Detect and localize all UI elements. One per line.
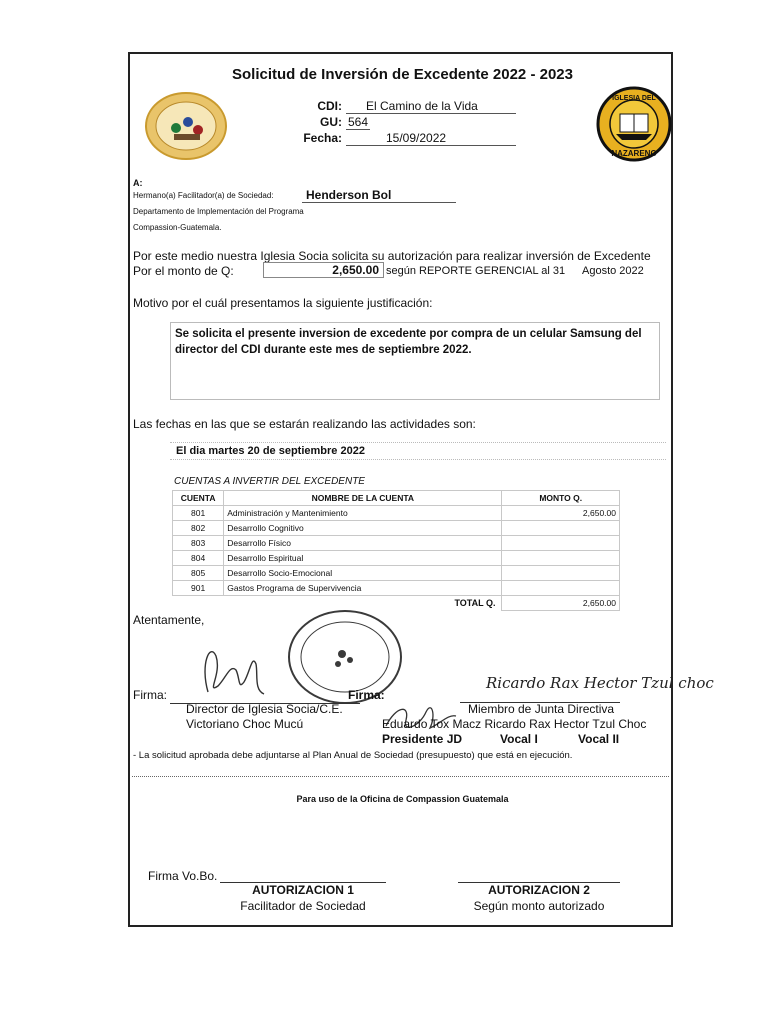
account-name: Gastos Programa de Supervivencia xyxy=(224,581,502,596)
header-nombre: NOMBRE DE LA CUENTA xyxy=(224,491,502,506)
gu-value: 564 xyxy=(348,115,369,129)
cdi-label: CDI: xyxy=(317,99,342,113)
total-label: TOTAL Q. xyxy=(454,598,496,609)
table-row xyxy=(173,581,620,596)
account-code: 801 xyxy=(173,506,224,521)
seal-bottom-text: NAZARENO xyxy=(611,149,657,158)
accounts-table xyxy=(172,490,620,611)
addressee-line1: Hermano(a) Facilitador(a) de Sociedad: xyxy=(133,191,274,200)
table-row xyxy=(173,566,620,581)
section-divider xyxy=(132,776,669,777)
motivo-label: Motivo por el cuál presentamos la siguiente justificación: xyxy=(133,296,433,310)
director-name: Victoriano Choc Mucú xyxy=(186,717,304,731)
cdi-value: El Camino de la Vida xyxy=(346,99,516,114)
justification-box xyxy=(170,322,660,400)
facilitator-name: Henderson Bol xyxy=(302,188,456,203)
vocal2-label: Vocal II xyxy=(578,732,620,746)
auth1-label: AUTORIZACION 1 xyxy=(252,883,354,897)
account-name: Desarrollo Físico xyxy=(224,536,502,551)
table-header-row xyxy=(173,491,620,506)
vocal1-label: Vocal I xyxy=(500,732,538,746)
atentamente-label: Atentamente, xyxy=(133,613,205,627)
table-row xyxy=(173,506,620,521)
account-amount xyxy=(502,581,620,596)
office-title: Para uso de la Oficina de Compassion Guatemala xyxy=(296,794,509,804)
firma2-label: Firma: xyxy=(348,688,385,702)
fechas-value: El dia martes 20 de septiembre 2022 xyxy=(170,442,666,460)
nazareno-seal-logo xyxy=(596,86,672,162)
table-row xyxy=(173,551,620,566)
book-icon xyxy=(616,134,652,140)
church-logo-left xyxy=(144,92,228,162)
fecha-label: Fecha: xyxy=(303,131,342,145)
auth2-sub: Según monto autorizado xyxy=(473,899,605,913)
monto-label: Por el monto de Q: xyxy=(133,264,234,278)
account-name: Desarrollo Socio-Emocional xyxy=(224,566,502,581)
cuentas-caption: CUENTAS A INVERTIR DEL EXCEDENTE xyxy=(174,476,365,487)
addressee-line3: Compassion-Guatemala. xyxy=(133,223,222,232)
request-segun: según REPORTE GERENCIAL al 31 xyxy=(386,265,566,277)
account-amount xyxy=(502,566,620,581)
presidente-label: Presidente JD xyxy=(382,732,463,746)
account-name: Desarrollo Cognitivo xyxy=(224,521,502,536)
account-code: 802 xyxy=(173,521,224,536)
header-cuenta: CUENTA xyxy=(173,491,224,506)
form-frame xyxy=(128,52,714,927)
firma-label: Firma: xyxy=(133,688,167,702)
board-role: Miembro de Junta Directiva xyxy=(468,702,615,716)
form-title: Solicitud de Inversión de Excedente 2022 - 2023 xyxy=(232,66,573,83)
fecha-value: 15/09/2022 xyxy=(346,131,516,146)
total-value: 2,650.00 xyxy=(502,596,620,611)
account-amount xyxy=(502,536,620,551)
board-handwriting: Ricardo Rax Hector Tzul choc xyxy=(486,674,714,692)
seal-top-text: IGLESIA DEL xyxy=(612,95,656,102)
account-name: Desarrollo Espiritual xyxy=(224,551,502,566)
approval-note: - La solicitud aprobada debe adjuntarse al Plan Anual de Sociedad (presupuesto) que está en ejecución. xyxy=(133,750,573,761)
a-label: A: xyxy=(133,178,143,188)
account-amount xyxy=(502,551,620,566)
account-name: Administración y Mantenimiento xyxy=(224,506,502,521)
table-row xyxy=(173,536,620,551)
justification-text: Se solicita el presente inversion de excedente por compra de un celular Samsung del director del CDI durante este mes de septiembre 2022. xyxy=(175,328,642,356)
addressee-line2: Departamento de Implementación del Programa xyxy=(133,207,304,216)
account-amount xyxy=(502,521,620,536)
request-amount: 2,650.00 xyxy=(263,262,384,278)
request-line1: Por este medio nuestra Iglesia Socia solicita su autorización para realizar inversión de Excedente xyxy=(133,249,651,263)
fechas-label: Las fechas en las que se estarán realizando las actividades son: xyxy=(133,417,476,431)
director-role: Director de Iglesia Socia/C.E. xyxy=(186,702,343,716)
table-row xyxy=(173,521,620,536)
board-names: Eduardo Tox Macz Ricardo Rax Hector Tzul Choc xyxy=(382,717,647,731)
header-monto: MONTO Q. xyxy=(502,491,620,506)
gu-label: GU: xyxy=(320,115,342,129)
account-code: 805 xyxy=(173,566,224,581)
account-code: 803 xyxy=(173,536,224,551)
account-code: 901 xyxy=(173,581,224,596)
vobo-label: Firma Vo.Bo. xyxy=(148,869,218,883)
account-code: 804 xyxy=(173,551,224,566)
auth1-sub: Facilitador de Sociedad xyxy=(240,899,366,913)
account-amount: 2,650.00 xyxy=(502,506,620,521)
auth2-label: AUTORIZACION 2 xyxy=(488,883,590,897)
request-period: Agosto 2022 xyxy=(582,265,644,277)
